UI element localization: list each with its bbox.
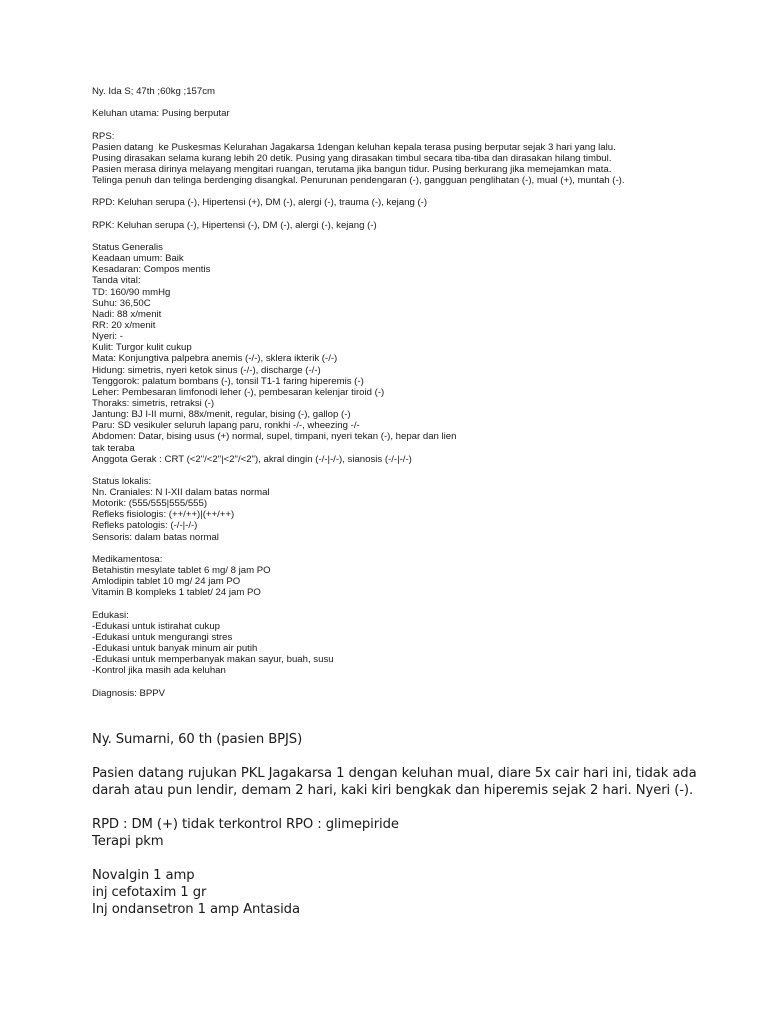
text-line: -Edukasi untuk memperbanyak makan sayur, buah, susu (92, 654, 334, 666)
chief-complaint: Keluhan utama: Pusing berputar (92, 108, 230, 120)
text-line: Nyeri: - (92, 331, 123, 343)
text-line: Leher: Pembesaran limfonodi leher (-), pembesaran kelenjar tiroid (-) (92, 386, 385, 398)
text-line: Kulit: Turgor kulit cukup (92, 342, 192, 354)
text-line: Mata: Konjungtiva palpebra anemis (-/-), sklera ikterik (-/-) (92, 353, 338, 365)
text-line: Edukasi: (92, 609, 129, 621)
text-line: tak teraba (92, 442, 135, 454)
text-line: Betahistin mesylate tablet 6 mg/ 8 jam PO (92, 565, 271, 577)
text-line: Status Generalis (92, 241, 163, 253)
text-line: Pasien merasa dirinya melayang mengitari ruangan, terutama jika bangun tidur. Pusing berkurang jika memejamkan mata. (92, 163, 612, 175)
text-line: RPD : DM (+) tidak terkontrol RPO : glimepiride (92, 817, 399, 832)
text-line: Tanda vital: (92, 275, 141, 287)
therapy-list (92, 867, 712, 918)
text-line: Status lokalis: (92, 475, 152, 487)
text-line: Anggota Gerak : CRT (<2"/<2"|<2"/<2"), akral dingin (-/-|-/-), sianosis (-/-|-/-) (92, 453, 412, 465)
text-line: Motorik: (555/555|555/555) (92, 498, 208, 510)
text-line: Inj ondansetron 1 amp Antasida (92, 902, 300, 917)
text-line: Pusing dirasakan selama kurang lebih 20 detik. Pusing yang dirasakan timbul secara tiba-tiba dan dirasakan hilang timbul. (92, 152, 612, 164)
text-line: Novalgin 1 amp (92, 868, 195, 883)
text-line: inj cefotaxim 1 gr (92, 885, 207, 900)
rpd-line: RPD: Keluhan serupa (-), Hipertensi (+), DM (-), alergi (-), trauma (-), kejang (-) (92, 197, 428, 209)
text-line: Nadi: 88 x/menit (92, 308, 162, 320)
text-line: Pasien datang ke Puskesmas Kelurahan Jagakarsa 1dengan keluhan kepala terasa pusing berputar sejak 3 hari yang lalu. (92, 141, 616, 153)
text-line: Nn. Craniales: N I-XII dalam batas normal (92, 487, 270, 499)
edukasi-section (92, 610, 712, 677)
text-line: Pasien datang rujukan PKL Jagakarsa 1 dengan keluhan mual, diare 5x cair hari ini, tidak ada (92, 766, 697, 781)
status-generalis-section (92, 242, 712, 465)
text-line: -Edukasi untuk istirahat cukup (92, 620, 220, 632)
text-line: Kesadaran: Compos mentis (92, 264, 211, 276)
text-line: Hidung: simetris, nyeri ketok sinus (-/-), discharge (-/-) (92, 364, 321, 376)
text-line: Refleks patologis: (-/-|-/-) (92, 520, 198, 532)
text-line: darah atau pun lendir, demam 2 hari, kaki kiri bengkak dan hiperemis sejak 2 hari. Nyeri (-). (92, 783, 694, 798)
patient-identity: Ny. Ida S; 47th ;60kg ;157cm (92, 86, 216, 97)
patient-identity: Ny. Sumarni, 60 th (pasien BPJS) (92, 732, 303, 747)
case-note-sumarni (92, 731, 712, 918)
case-note-ida (92, 86, 712, 699)
status-lokalis-section (92, 476, 712, 543)
rps-section (92, 131, 712, 187)
text-line: Tenggorok: palatum bombans (-), tonsil T1-1 faring hiperemis (-) (92, 375, 364, 387)
text-line: Abdomen: Datar, bising usus (+) normal, supel, timpani, nyeri tekan (-), hepar dan lien (92, 431, 457, 443)
text-line: -Kontrol jika masih ada keluhan (92, 665, 226, 677)
rpd-section (92, 816, 712, 850)
text-line: Amlodipin tablet 10 mg/ 24 jam PO (92, 576, 241, 588)
diagnosis-line: Diagnosis: BPPV (92, 687, 166, 699)
text-line: -Edukasi untuk banyak minum air putih (92, 643, 258, 655)
text-line: Vitamin B kompleks 1 tablet/ 24 jam PO (92, 587, 261, 599)
text-line: Medikamentosa: (92, 553, 163, 565)
text-line: TD: 160/90 mmHg (92, 286, 171, 298)
text-line: Terapi pkm (92, 834, 164, 849)
text-line: Telinga penuh dan telinga berdenging disangkal. Penurunan pendengaran (-), gangguan penglihatan (-), mual (+), muntah (-). (92, 175, 625, 187)
text-line: -Edukasi untuk mengurangi stres (92, 631, 233, 643)
text-line: Jantung: BJ I-II murni, 88x/menit, regular, bising (-), gallop (-) (92, 409, 351, 421)
text-line: Refleks fisiologis: (++/++)|(++/++) (92, 509, 235, 521)
text-line: RR: 20 x/menit (92, 319, 156, 331)
history-paragraph (92, 765, 712, 799)
rpk-line: RPK: Keluhan serupa (-), Hipertensi (-), DM (-), alergi (-), kejang (-) (92, 219, 377, 231)
medikamentosa-section (92, 554, 712, 599)
text-line: Sensoris: dalam batas normal (92, 531, 219, 543)
text-line: Paru: SD vesikuler seluruh lapang paru, ronkhi -/-, wheezing -/- (92, 420, 360, 432)
text-line: Suhu: 36,50C (92, 297, 151, 309)
text-line: RPS: (92, 130, 115, 142)
text-line: Thoraks: simetris, retraksi (-) (92, 397, 215, 409)
text-line: Keadaan umum: Baik (92, 253, 184, 265)
